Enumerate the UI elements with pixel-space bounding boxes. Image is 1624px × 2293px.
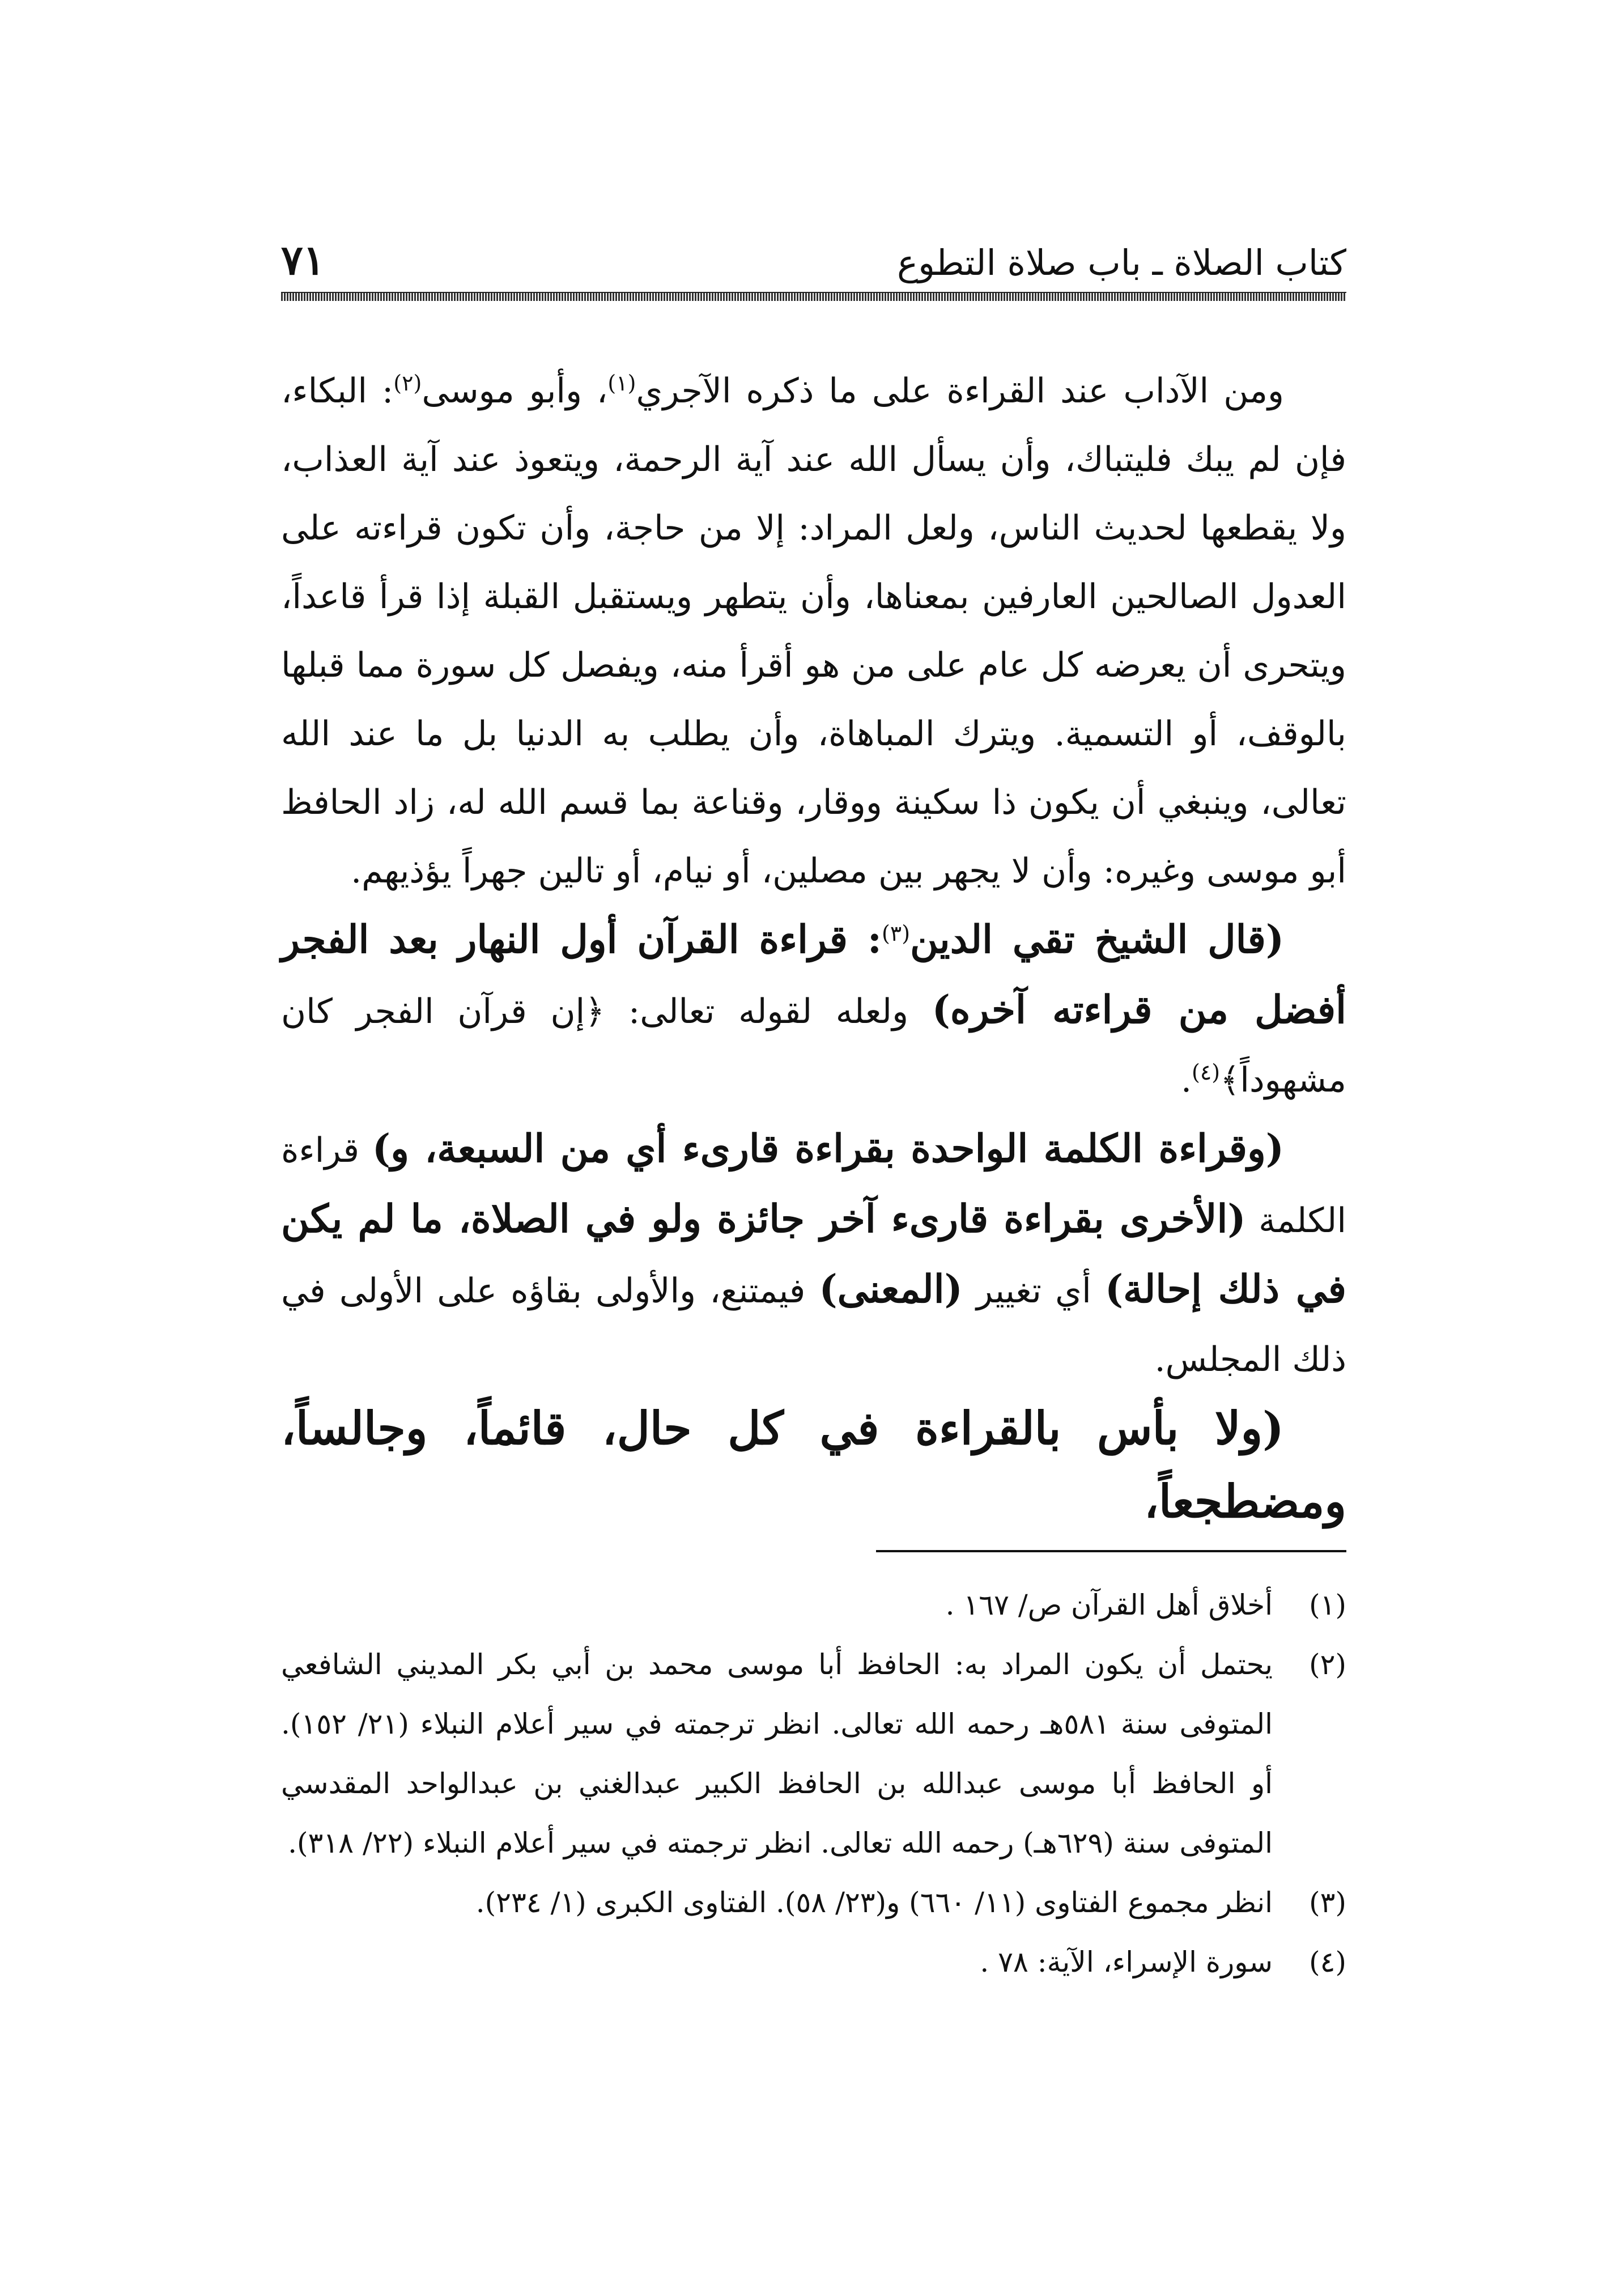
p1-text-b: ، وأبو موسى — [422, 371, 608, 411]
footnote-item — [281, 1933, 1346, 1992]
footnote-text: سورة الإسراء، الآية: ٧٨ . — [980, 1946, 1273, 1978]
p3-text-e: (المعنى) — [819, 1267, 963, 1312]
page-number: ٧١ — [281, 236, 325, 284]
footnote-item — [281, 1635, 1346, 1873]
p4-text-a: (ولا بأس بالقراءة في كل حال، قائماً، وجالساً، ومضطجعاً، — [281, 1402, 1346, 1528]
footnote-ref-2: (٢) — [393, 371, 422, 396]
p1-text-a: ومن الآداب عند القراءة على ما ذكره الآجري — [636, 371, 1284, 411]
footnote-ref-1: (١) — [607, 371, 636, 396]
footnote-number: (٣) — [1309, 1886, 1346, 1919]
p3-text-c: (الأخرى بقراءة قارىء آخر جائزة ولو في الصلاة، ما لم يكن في ذلك إحالة) — [281, 1196, 1347, 1312]
p2-text-c: ولعله لقوله تعالى: ﴿إن قرآن الفجر كان مشهوداً﴾ — [281, 992, 1346, 1100]
p3-text-d: أي تغيير — [962, 1271, 1105, 1311]
footnote-text: أخلاق أهل القرآن ص/ ١٦٧ . — [945, 1589, 1273, 1621]
p1-text-c: : البكاء، فإن لم يبك فليتباك، وأن يسأل الله عند آية الرحمة، ويتعوذ عند آية العذاب، ولا يقطعها لحديث الناس، ولعل المراد: إلا من حاجة، وأن تكون قراءته على العدول الصالحين العارفين بمعناها، وأن يتطهر ويستقبل القبلة إذا قرأ قاعداً، ويتحرى أن يعرضه كل عام على من هو أقرأ منه، ويفصل كل سورة مما قبلها بالوقف، أو التسمية. ويترك المباهاة، وأن يطلب به الدنيا بل ما عند الله تعالى، وينبغي أن يكون ذا سكينة ووقار، وقناعة بما قسم الله له، زاد الحافظ أبو موسى وغيره: وأن لا يجهر بين مصلين، أو نيام، أو تالين جهراً يؤذيهم. — [281, 371, 1346, 891]
footnote-number: (٤) — [1309, 1946, 1346, 1978]
footnote-number: (١) — [1309, 1589, 1346, 1621]
p3-text-b: قراءة الكلمة — [281, 1131, 1346, 1241]
main-text — [281, 357, 1346, 1540]
p2-text-b: : قراءة القرآن أول النهار بعد الفجر أفضل من قراءته آخره) — [281, 917, 1346, 1033]
paragraph-qiraat — [281, 1115, 1346, 1394]
footnotes — [281, 1576, 1346, 1992]
paragraph-taqi-al-din — [281, 906, 1346, 1115]
footnote-text: يحتمل أن يكون المراد به: الحافظ أبا موسى محمد بن أبي بكر المديني الشافعي المتوفى سنة ٥٨١هـ رحمه الله تعالى. انظر ترجمته في سير أعلام النبلاء (٢١/ ١٥٢). أو الحافظ أبا موسى عبدالله بن الحافظ الكبير عبدالغني بن عبدالواحد المقدسي المتوفى سنة (٦٢٩هـ) رحمه الله تعالى. انظر ترجمته في سير أعلام النبلاء (٢٢/ ٣١٨). — [281, 1648, 1273, 1859]
p2-text-d: . — [1180, 1060, 1192, 1100]
running-title: كتاب الصلاة ـ باب صلاة التطوع — [897, 242, 1346, 283]
p3-text-a: (وقراءة الكلمة الواحدة بقراءة قارىء أي من السبعة، و) — [372, 1126, 1284, 1171]
footnote-ref-3: (٣) — [881, 921, 911, 946]
p3-text-f: فيمتنع، والأولى بقاؤه على الأولى في ذلك المجلس. — [281, 1271, 1346, 1379]
footnote-item — [281, 1576, 1346, 1635]
paragraph-la-bas — [281, 1394, 1346, 1540]
p2-text-a: (قال الشيخ تقي الدين — [910, 917, 1284, 962]
footnote-text: انظر مجموع الفتاوى (١١/ ٦٦٠) و(٢٣/ ٥٨). الفتاوى الكبرى (١/ ٢٣٤). — [475, 1886, 1273, 1919]
page-header — [281, 224, 1346, 284]
footnote-item — [281, 1873, 1346, 1933]
footnote-separator — [876, 1550, 1346, 1552]
paragraph-adab — [281, 357, 1346, 906]
header-rule — [281, 292, 1346, 301]
footnote-number: (٢) — [1309, 1648, 1346, 1681]
footnote-ref-4: (٤) — [1192, 1060, 1221, 1085]
